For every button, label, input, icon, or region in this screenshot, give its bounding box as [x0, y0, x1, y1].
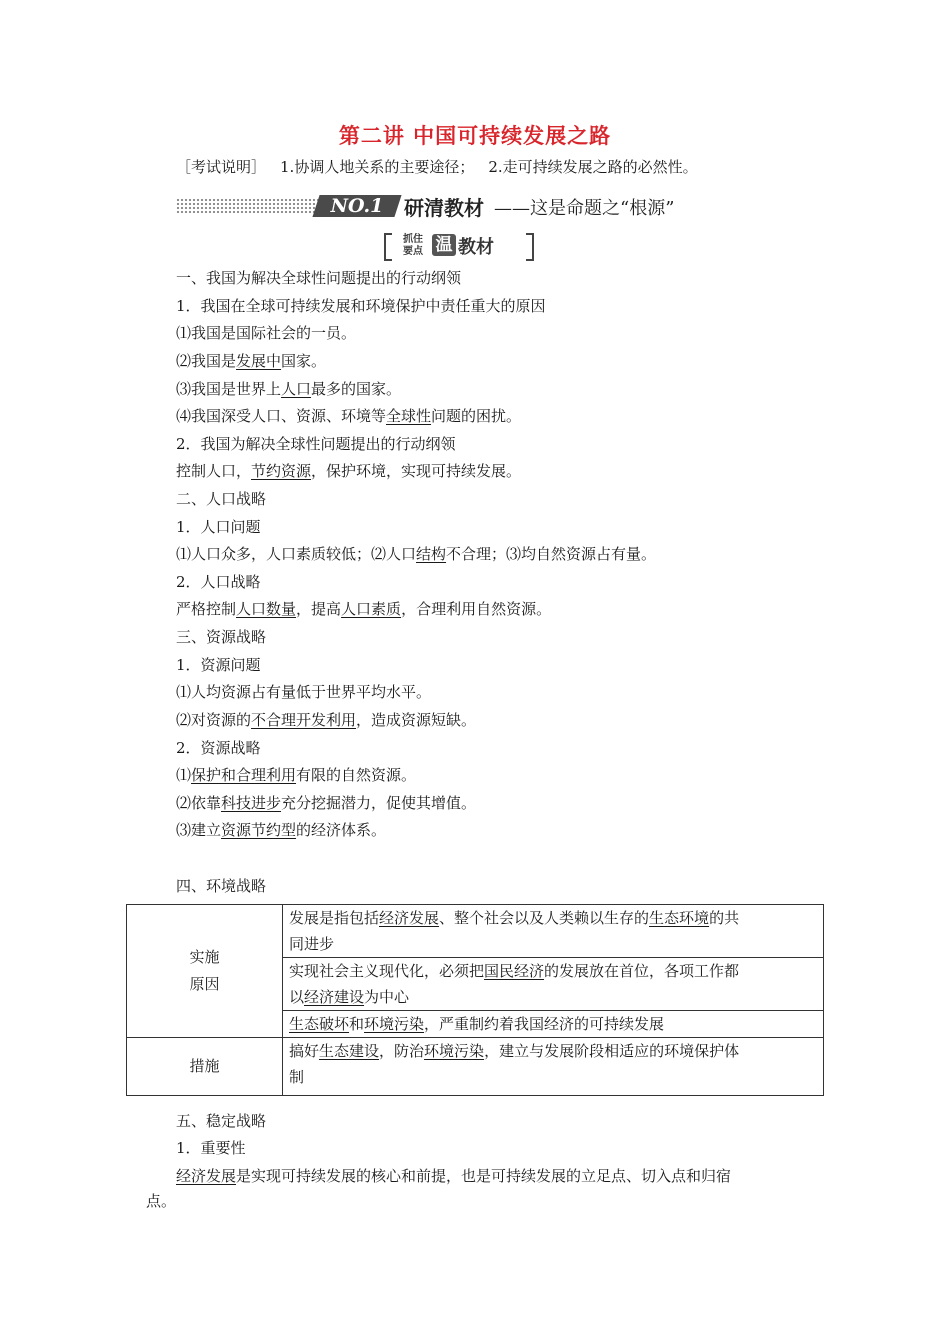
paragraph: ⑴我国是国际社会的一员。: [176, 324, 357, 342]
paragraph: ⑷我国深受人口、资源、环境等全球性问题的困扰。: [176, 407, 522, 425]
exam-item-2: 2.走可持续发展之路的必然性。: [488, 158, 698, 176]
paragraph: ⑵依靠科技进步充分挖掘潜力，促使其增值。: [176, 794, 477, 812]
banner-number: NO.1: [330, 195, 384, 217]
section-heading: 四、环境战略: [176, 877, 267, 895]
section-banner: [176, 194, 736, 220]
environment-strategy-table: [126, 904, 824, 1096]
answer-blank: 人口: [281, 380, 312, 398]
answer-blank: 保护和合理利用: [191, 766, 297, 784]
answer-blank: 发展中: [236, 352, 282, 370]
answer-blank: 资源节约型: [221, 821, 297, 839]
banner-dot-pattern: [176, 198, 321, 213]
table-cell: 搞好生态建设，防治环境污染，建立与发展阶段相适应的环境保护体 制: [283, 1038, 824, 1096]
table-header-cell: 实施 原因: [127, 905, 283, 1038]
paragraph: 2．我国为解决全球性问题提出的行动纲领: [176, 435, 456, 453]
answer-blank: 科技进步: [221, 794, 282, 812]
answer-blank: 全球性: [386, 407, 432, 425]
answer-blank: 经济发展: [176, 1167, 237, 1185]
sub-banner-badge: [384, 233, 534, 259]
paragraph: ⑶建立资源节约型的经济体系。: [176, 821, 387, 839]
badge-small-text: [396, 234, 430, 258]
table-cell: 实现社会主义现代化，必须把国民经济的发展放在首位，各项工作都 以经济建设为中心: [283, 958, 824, 1011]
answer-blank: 不合理开发利用: [251, 711, 357, 729]
paragraph: 严格控制人口数量，提高人口素质，合理利用自然资源。: [176, 600, 552, 618]
table-row: [127, 905, 824, 958]
section-heading: 三、资源战略: [176, 628, 267, 646]
paragraph: 1．我国在全球可持续发展和环境保护中责任重大的原因: [176, 297, 546, 315]
banner-subtitle: ——这是命题之“根源”: [494, 198, 675, 219]
answer-blank: 节约资源: [251, 462, 312, 480]
paragraph: 1．人口问题: [176, 518, 261, 536]
badge-small-bottom: 要点: [403, 246, 423, 257]
paragraph: 控制人口，节约资源，保护环境，实现可持续发展。: [176, 462, 522, 480]
left-bracket-icon: [384, 233, 392, 261]
paragraph: ⑴保护和合理利用有限的自然资源。: [176, 766, 417, 784]
paragraph: 经济发展是实现可持续发展的核心和前提，也是可持续发展的立足点、切入点和归宿: [176, 1167, 732, 1185]
paragraph: ⑵我国是发展中国家。: [176, 352, 327, 370]
table-row: [127, 1038, 824, 1096]
section-heading: 五、稳定战略: [176, 1112, 267, 1130]
banner-number-badge: [312, 195, 401, 217]
table-header-cell: 措施: [127, 1038, 283, 1096]
paragraph: ⑵对资源的不合理开发利用，造成资源短缺。: [176, 711, 477, 729]
exam-item-1: 1.协调人地关系的主要途径；: [280, 158, 475, 176]
badge-highlight: 温: [432, 234, 456, 256]
exam-label: ［考试说明］: [176, 158, 267, 176]
badge-title: 教材: [458, 237, 494, 258]
page-title: 第二讲 中国可持续发展之路: [338, 124, 612, 148]
section-heading: 一、我国为解决全球性问题提出的行动纲领: [176, 269, 462, 287]
section-heading: 二、人口战略: [176, 490, 267, 508]
exam-description: [176, 156, 698, 177]
answer-blank: 人口素质: [341, 600, 402, 618]
paragraph: ⑴人口众多，人口素质较低；⑵人口结构不合理；⑶均自然资源占有量。: [176, 545, 657, 563]
paragraph: 点。: [146, 1192, 177, 1210]
right-bracket-icon: [526, 233, 534, 261]
badge-small-top: 抓住: [403, 234, 423, 245]
paragraph: 2．人口战略: [176, 573, 261, 591]
paragraph: ⑶我国是世界上人口最多的国家。: [176, 380, 402, 398]
answer-blank: 结构: [416, 545, 447, 563]
paragraph: ⑴人均资源占有量低于世界平均水平。: [176, 683, 432, 701]
paragraph: 1．重要性: [176, 1139, 246, 1157]
table-cell: 发展是指包括经济发展、整个社会以及人类赖以生存的生态环境的共 同进步: [283, 905, 824, 958]
paragraph: 2．资源战略: [176, 739, 261, 757]
banner-title: 研清教材: [404, 196, 484, 220]
answer-blank: 人口数量: [236, 600, 297, 618]
paragraph: 1．资源问题: [176, 656, 261, 674]
table-cell: 生态破坏和环境污染，严重制约着我国经济的可持续发展: [283, 1011, 824, 1038]
